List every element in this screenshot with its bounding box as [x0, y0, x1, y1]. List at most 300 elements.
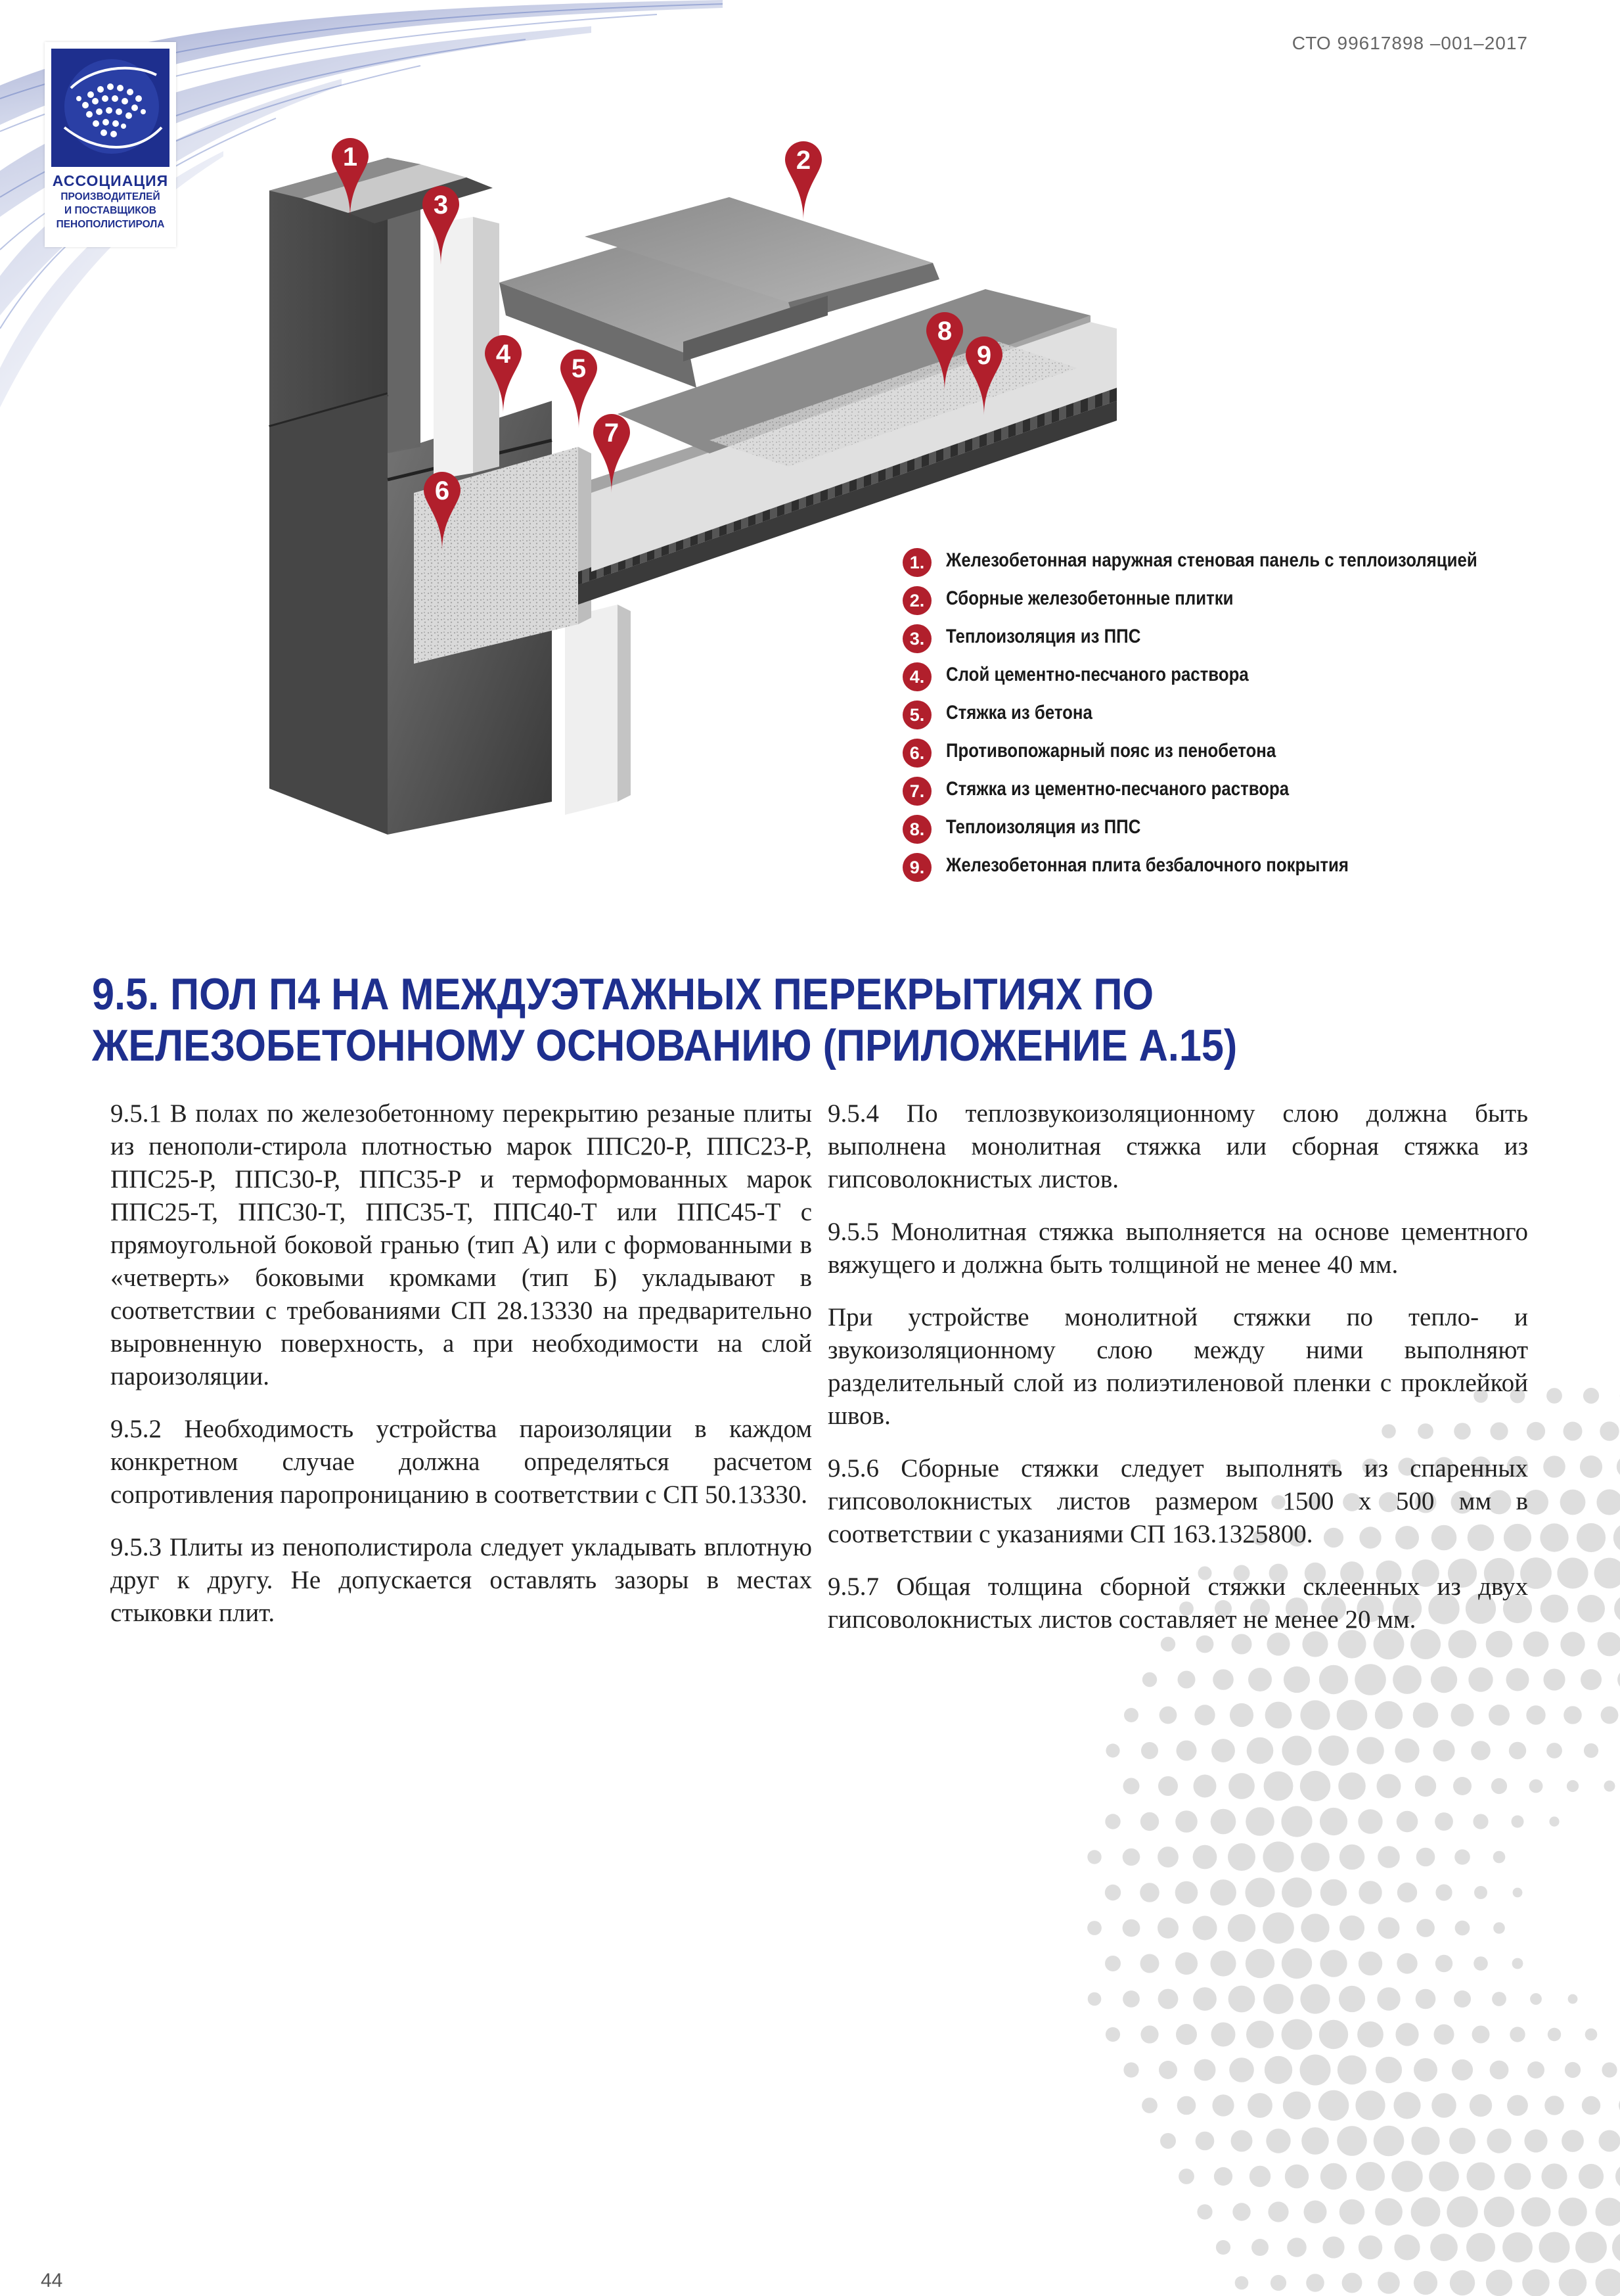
decorative-dot — [1160, 2133, 1176, 2149]
decorative-dot — [1088, 1992, 1102, 2006]
decorative-dot — [1415, 1776, 1436, 1797]
decorative-dot — [1435, 1884, 1452, 1900]
decorative-dot — [1527, 1422, 1545, 1440]
decorative-dot — [1159, 1707, 1177, 1724]
decorative-dot — [1585, 2029, 1598, 2041]
document-code: СТО 99617898 –001–2017 — [1292, 33, 1528, 53]
decorative-dot — [1601, 1707, 1619, 1724]
decorative-dot — [1487, 2128, 1511, 2153]
decorative-dot — [1229, 2057, 1254, 2082]
decorative-dot — [1486, 2270, 1512, 2296]
decorative-dot — [1300, 1771, 1330, 1801]
decorative-dot — [1231, 2130, 1253, 2152]
association-logo — [45, 42, 176, 247]
legend-item — [903, 584, 1599, 622]
legend-number-badge: 8. — [903, 815, 932, 844]
decorative-dot — [1281, 1806, 1312, 1837]
decorative-dot — [1210, 1950, 1236, 1976]
decorative-dot — [1232, 2203, 1250, 2220]
legend-label: Теплоизоляция из ППС — [946, 816, 1141, 838]
legend-label: Железобетонная плита безбалочного покрытия — [946, 854, 1349, 876]
decorative-dot — [1431, 2093, 1456, 2118]
decorative-dot — [1429, 2161, 1459, 2192]
decorative-dot — [1338, 1772, 1366, 1800]
marker-2: 2 — [796, 146, 811, 175]
decorative-dot — [1175, 1952, 1198, 1975]
paragraph-9-5-4: 9.5.4 По теплозвукоизоляционному слою должна быть выполнена монолитная стяжка или сборная стяжка из гипсоволокнистых листов. — [828, 1099, 1528, 1193]
decorative-dot — [1504, 2163, 1531, 2190]
legend-item — [903, 812, 1599, 850]
legend-label: Стяжка из бетона — [946, 702, 1092, 723]
decorative-dot — [1565, 2062, 1581, 2078]
decorative-dot — [1582, 2096, 1600, 2115]
decorative-dot — [1318, 1735, 1349, 1766]
decorative-dot — [1414, 2058, 1437, 2082]
decorative-dot — [1251, 2239, 1269, 2256]
decorative-dot — [1216, 2240, 1230, 2255]
decorative-dot — [1337, 2126, 1367, 2156]
decorative-dot — [1140, 1954, 1159, 1973]
decorative-dot — [1375, 1701, 1403, 1729]
decorative-dot — [1246, 1807, 1274, 1836]
decorative-dot — [1359, 1881, 1382, 1904]
decorative-dot — [1342, 2273, 1362, 2293]
decorative-dot — [1287, 2238, 1307, 2257]
decorative-dot — [1176, 2024, 1197, 2045]
decorative-dot — [1594, 1558, 1620, 1589]
paragraph-9-5-6: 9.5.6 Сборные стяжки следует выполнять из спаренных гипсоволокнистых листов размером 1500 х 500 мм в соответствии с указаниями СП 163.1325800. — [828, 1454, 1528, 1548]
legend-item — [903, 660, 1599, 698]
decorative-dot — [1560, 1632, 1585, 1656]
decorative-dot — [1197, 2204, 1212, 2219]
legend-item — [903, 850, 1599, 888]
legend-label: Стяжка из цементно-песчаного раствора — [946, 778, 1290, 800]
decorative-dot — [1268, 2201, 1288, 2222]
decorative-dot — [1358, 1809, 1382, 1833]
decorative-dot — [1339, 2199, 1365, 2225]
logo-text — [47, 172, 173, 231]
legend-label: Противопожарный пояс из пенобетона — [946, 740, 1276, 762]
marker-7: 7 — [604, 419, 619, 448]
decorative-dot — [1246, 1878, 1275, 1908]
decorative-dot — [1263, 1841, 1294, 1872]
decorative-dot — [1228, 1843, 1255, 1871]
decorative-dot — [1604, 1781, 1615, 1792]
decorative-dot — [1584, 1743, 1598, 1758]
decorative-dot — [1567, 1780, 1579, 1792]
logo-line2: ПРОИЗВОДИТЕЛЕЙ — [60, 191, 160, 202]
decorative-dot — [1300, 1700, 1330, 1730]
decorative-dot — [1544, 2096, 1564, 2115]
legend-label: Сборные железобетонные плитки — [946, 587, 1234, 609]
decorative-dot — [1193, 1987, 1217, 2011]
decorative-dot — [1246, 2021, 1274, 2048]
decorative-dot — [1177, 2096, 1196, 2115]
decorative-dot — [1502, 2232, 1533, 2262]
paragraph-9-5-7: 9.5.7 Общая толщина сборной стяжки склеенных из двух гипсоволокнистых листов составляет не менее 20 мм. — [828, 1573, 1528, 1634]
decorative-dot — [1451, 1704, 1474, 1727]
decorative-dot — [1271, 2275, 1286, 2291]
decorative-dot — [1449, 2128, 1475, 2154]
decorative-dot — [1319, 2020, 1348, 2049]
decorative-dot — [1522, 2269, 1550, 2296]
decorative-dot — [1306, 2274, 1324, 2292]
decorative-dot — [1454, 1990, 1471, 2008]
paragraph-9-5-5: 9.5.5 Монолитная стяжка выполняется на основе цементного вяжущего и должна быть толщиной не менее 40 мм. — [828, 1218, 1528, 1279]
decorative-dot — [1397, 1883, 1417, 1902]
decorative-dot — [1393, 2092, 1420, 2119]
decorative-dot — [1210, 1879, 1236, 1906]
decorative-dot — [1416, 1919, 1435, 1937]
decorative-dot — [1320, 1879, 1347, 1906]
decorative-dot — [1320, 1808, 1347, 1835]
decorative-dot — [1539, 2232, 1570, 2263]
legend-number-badge: 2. — [903, 586, 932, 615]
decorative-dot — [1612, 2232, 1620, 2263]
decorative-dot — [1507, 2095, 1528, 2116]
decorative-dot — [1339, 1845, 1365, 1870]
decorative-dot — [1493, 1851, 1506, 1864]
decorative-dot — [1529, 1779, 1543, 1793]
decorative-dot — [1596, 1489, 1620, 1515]
legend-number-badge: 1. — [903, 548, 932, 577]
decorative-dot — [1377, 1774, 1401, 1799]
legend-number-badge: 7. — [903, 777, 932, 806]
decorative-dot — [1247, 1737, 1274, 1764]
decorative-dot — [1557, 1557, 1588, 1588]
decorative-dot — [1235, 2276, 1249, 2290]
logo-line1: АССОЦИАЦИЯ — [52, 172, 169, 189]
decorative-dot — [1512, 1816, 1524, 1828]
decorative-dot — [1450, 2270, 1475, 2295]
decorative-dot — [1580, 1456, 1602, 1478]
decorative-dot — [1175, 1810, 1198, 1833]
decorative-dot — [1577, 1595, 1605, 1622]
decorative-dot — [1266, 2128, 1290, 2153]
decorative-dot — [1123, 1990, 1140, 2008]
decorative-dot — [1395, 2023, 1418, 2046]
decorative-dot — [1454, 1849, 1470, 1865]
decorative-dot — [1473, 1814, 1488, 1829]
decorative-dot — [1265, 1702, 1292, 1729]
decorative-dot — [1359, 1952, 1382, 1975]
decorative-dot — [1541, 2163, 1567, 2189]
decorative-dot — [1087, 1921, 1102, 1935]
decorative-dot — [1263, 1984, 1294, 2014]
decorative-dot — [1285, 2165, 1309, 2188]
section-title-line1: 9.5. ПОЛ П4 НА МЕЖДУЭТАЖНЫХ ПЕРЕКРЫТИЯХ ПО — [92, 969, 1154, 1019]
decorative-dot — [1513, 1888, 1523, 1898]
decorative-dot — [1282, 1948, 1312, 1979]
decorative-dot — [1211, 1809, 1236, 1835]
decorative-dot — [1613, 1523, 1620, 1552]
decorative-dot — [1123, 2062, 1138, 2077]
decorative-dot — [1300, 1984, 1330, 2013]
left-text-column — [110, 1097, 812, 1649]
decorative-dot — [1559, 2269, 1587, 2296]
decorative-dot — [1455, 1921, 1470, 1936]
decorative-dot — [1194, 1705, 1215, 1725]
decorative-dot — [1141, 1742, 1158, 1759]
decorative-dot — [1378, 1917, 1400, 1939]
section-title — [92, 969, 1524, 1071]
decorative-dot — [1178, 1671, 1196, 1689]
decorative-dot — [1140, 2025, 1158, 2043]
decorative-dot — [1301, 2127, 1329, 2155]
decorative-dot — [1301, 1914, 1329, 1942]
decorative-dot — [1282, 1735, 1311, 1765]
decorative-dot — [1598, 1632, 1620, 1657]
marker-1: 1 — [342, 143, 358, 172]
decorative-dot — [1213, 1669, 1234, 1690]
decorative-dot — [1158, 1989, 1179, 2009]
decorative-dot — [1564, 1422, 1583, 1441]
marker-6: 6 — [434, 476, 450, 505]
decorative-dot — [1140, 1812, 1159, 1831]
decorative-dot — [1192, 1916, 1217, 1940]
decorative-dot — [1433, 1739, 1454, 1761]
decorative-dot — [1106, 2027, 1120, 2042]
decorative-dot — [1319, 1665, 1348, 1694]
decorative-dot — [1248, 1668, 1272, 1691]
legend-number-badge: 6. — [903, 739, 932, 768]
decorative-dot — [1374, 2126, 1405, 2157]
decorative-dot — [1509, 1742, 1526, 1759]
decorative-dot — [1411, 2197, 1441, 2227]
marker-9: 9 — [976, 341, 992, 370]
decorative-dot — [1541, 1595, 1569, 1623]
decorative-dot — [1355, 2090, 1385, 2120]
legend-item — [903, 698, 1599, 736]
decorative-dot — [1543, 1668, 1565, 1690]
decorative-dot — [1105, 1814, 1120, 1829]
decorative-dot — [1484, 2197, 1514, 2227]
decorative-dot — [1377, 1987, 1400, 2010]
decorative-dot — [1615, 2164, 1620, 2189]
legend-item — [903, 774, 1599, 812]
decorative-dot — [1467, 2163, 1495, 2191]
decorative-dot — [1546, 1743, 1562, 1758]
decorative-dot — [1158, 1847, 1179, 1868]
decorative-dot — [1549, 1816, 1559, 1826]
decorative-dot — [1430, 2234, 1458, 2261]
legend-number-badge: 9. — [903, 853, 932, 882]
legend-item — [903, 736, 1599, 774]
legend-label: Железобетонная наружная стеновая панель с теплоизоляцией — [946, 549, 1477, 571]
decorative-dot — [1301, 1843, 1330, 1871]
legend-number-badge: 3. — [903, 624, 932, 653]
decorative-dot — [1602, 2062, 1617, 2077]
decorative-dot — [1596, 2198, 1620, 2226]
decorative-dot — [1339, 1916, 1364, 1940]
decorative-dot — [1356, 2162, 1385, 2191]
decorative-dot — [1123, 1848, 1140, 1866]
decorative-dot — [1142, 2098, 1158, 2113]
decorative-dot — [1194, 2059, 1216, 2081]
legend-label: Теплоизоляция из ППС — [946, 626, 1141, 647]
decorative-dot — [1304, 2201, 1327, 2224]
marker-8: 8 — [937, 317, 953, 346]
decorative-dot — [1087, 1850, 1101, 1864]
decorative-dot — [1376, 2057, 1402, 2083]
decorative-dot — [1228, 1773, 1255, 1799]
decorative-dot — [1540, 1523, 1568, 1551]
decorative-dot — [1416, 1989, 1436, 2009]
decorative-dot — [1568, 1994, 1578, 2004]
decorative-dot — [1142, 1672, 1157, 1687]
decorative-dot — [1123, 1919, 1140, 1937]
marker-4: 4 — [495, 340, 511, 369]
decorative-dot — [1431, 1666, 1457, 1693]
decorative-dot — [1452, 2059, 1473, 2080]
decorative-dot — [1510, 2027, 1525, 2042]
decorative-dot — [1491, 1778, 1507, 1794]
decorative-dot — [1414, 2271, 1437, 2295]
decorative-dot — [1506, 1668, 1529, 1691]
decorative-dot — [1300, 2055, 1331, 2086]
decorative-dot — [1530, 1993, 1542, 2005]
decorative-dot — [1265, 2056, 1292, 2084]
decorative-dot — [1338, 2055, 1366, 2084]
decorative-dot — [1548, 2028, 1561, 2041]
logo-line4: ПЕНОПОЛИСТИРОЛА — [56, 219, 165, 230]
decorative-dot — [1472, 2026, 1490, 2044]
decorative-dot — [1193, 1845, 1217, 1870]
decorative-dot — [1512, 1958, 1523, 1969]
right-text-column — [828, 1097, 1528, 1656]
paragraph-9-5-2: 9.5.2 Необходимость устройства пароизоляции в каждом конкретном случае должна определяться расчетом сопротивления паропроницанию в соответствии с СП 50.13330. — [110, 1415, 812, 1509]
decorative-dot — [1526, 1705, 1545, 1724]
decorative-dot — [1124, 1708, 1138, 1722]
decorative-dot — [1524, 2129, 1547, 2152]
decorative-dot — [1158, 1917, 1179, 1939]
paragraph-separation-layer: При устройстве монолитной стяжки по тепло- и звукоизоляционному слою между ними выполняют разделительный слой из полиэтиленовой пленки с проклейкой швов. — [828, 1303, 1528, 1430]
decorative-dot — [1378, 2272, 1400, 2294]
decorative-dot — [1471, 1741, 1491, 1760]
decorative-dot — [1489, 1705, 1510, 1726]
paragraph-9-5-3: 9.5.3 Плиты из пенополистирола следует укладывать вплотную друг к другу. Не допускается оставлять зазоры в местах стыковки плит. — [110, 1533, 812, 1627]
decorative-dot — [1337, 1700, 1368, 1731]
marker-5: 5 — [571, 354, 587, 383]
decorative-dot — [1596, 2269, 1620, 2296]
decorative-dot — [1357, 2021, 1384, 2048]
decorative-dot — [1493, 1922, 1505, 1934]
decorative-dot — [1562, 2130, 1584, 2152]
decorative-dot — [1617, 1669, 1620, 1690]
legend-item — [903, 622, 1599, 660]
decorative-dot — [1447, 2196, 1477, 2227]
decorative-dot — [1264, 1772, 1294, 1801]
decorative-dot — [1177, 1741, 1197, 1761]
decorative-dot — [1453, 1777, 1472, 1795]
decorative-dot — [1521, 2197, 1551, 2227]
decorative-dot — [1560, 1490, 1586, 1515]
decorative-dot — [1416, 1848, 1435, 1867]
decorative-dot — [1159, 2061, 1177, 2079]
decorative-dot — [1246, 1949, 1274, 1978]
legend-label: Слой цементно-песчаного раствора — [946, 664, 1249, 685]
decorative-dot — [1228, 1914, 1255, 1942]
decorative-dot — [1413, 1703, 1439, 1728]
decorative-dot — [1490, 2061, 1509, 2080]
decorative-dot — [1558, 2197, 1587, 2226]
decorative-dot — [1543, 1456, 1565, 1478]
decorative-dot — [1492, 1992, 1506, 2006]
decorative-dot — [1435, 1955, 1452, 1972]
decorative-dot — [1411, 2126, 1439, 2155]
section-title-line2: ЖЕЛЕЗОБЕТОННОМУ ОСНОВАНИЮ (ПРИЛОЖЕНИЕ А.15) — [92, 1021, 1238, 1070]
decorative-dot — [1527, 2061, 1544, 2078]
decorative-dot — [1397, 1811, 1418, 1833]
decorative-dot — [1397, 1953, 1417, 1973]
decorative-dot — [1434, 2025, 1454, 2045]
decorative-dot — [1282, 2019, 1313, 2050]
decorative-dot — [1394, 2234, 1420, 2260]
decorative-dot — [1470, 2094, 1492, 2117]
decorative-dot — [1320, 2163, 1347, 2190]
decorative-dot — [1378, 1846, 1400, 1868]
decorative-dot — [1600, 1421, 1619, 1440]
legend-number-badge: 4. — [903, 662, 932, 691]
decorative-dot — [1211, 1739, 1235, 1762]
decorative-dot — [1466, 2233, 1495, 2262]
decorative-dot — [1248, 2093, 1272, 2118]
page-number: 44 — [41, 2270, 63, 2291]
decorative-dot — [1355, 1664, 1386, 1695]
decorative-dot — [1196, 2132, 1215, 2151]
paragraph-9-5-1: 9.5.1 В полах по железобетонному перекрытию резаные плиты из пенополи-стирола плотностью марок ППС20-Р, ППС23-Р, ППС25-Р, ППС30-Р, ППС35-Р и термоформованных марок ППС25-Т, ППС30-Т, ППС35-Т, ППС40-Т или ППС45-Т с прямоугольной боковой гранью (тип А) или с формованными в «четверть» боковыми кромками (тип Б) укладывают в соответствии с требованиями СП 28.13330 на предварительно выровненную поверхность, а при необходимости на слой пароизоляции. — [110, 1099, 812, 1390]
decorative-dot — [1318, 2090, 1349, 2121]
decorative-dot — [1395, 1738, 1419, 1762]
decorative-dot — [1320, 1950, 1347, 1977]
decorative-dot — [1123, 1778, 1140, 1795]
decorative-dot — [1468, 1667, 1493, 1691]
decorative-dot — [1435, 1812, 1453, 1831]
decorative-dot — [1575, 2232, 1607, 2263]
figure-legend — [903, 545, 1599, 888]
decorative-dot — [1179, 2169, 1194, 2184]
decorative-dot — [1194, 1775, 1217, 1798]
decorative-dot — [1284, 1666, 1310, 1693]
legend-item — [903, 545, 1599, 584]
decorative-dot — [1577, 1523, 1606, 1552]
decorative-dot — [1283, 2092, 1311, 2119]
decorative-dot — [1474, 1956, 1488, 1971]
legend-number-badge: 5. — [903, 700, 932, 729]
marker-3: 3 — [433, 191, 449, 219]
decorative-dot — [1339, 1986, 1365, 2012]
decorative-dot — [1228, 1986, 1255, 2013]
decorative-dot — [1375, 2198, 1403, 2226]
decorative-dot — [1617, 1456, 1620, 1478]
decorative-dot — [1158, 1776, 1178, 1796]
decorative-dot — [1175, 1881, 1198, 1904]
decorative-dot — [1212, 2094, 1234, 2116]
decorative-dot — [1230, 1703, 1253, 1727]
decorative-dot — [1581, 1669, 1602, 1690]
decorative-dot — [1474, 1886, 1487, 1899]
decorative-dot — [1214, 2167, 1232, 2186]
decorative-dot — [1249, 2166, 1271, 2187]
decorative-dot — [1322, 2236, 1344, 2258]
decorative-dot — [1614, 1595, 1620, 1622]
decorative-dot — [1282, 1877, 1312, 1908]
decorative-dot — [1211, 2023, 1236, 2047]
decorative-dot — [1579, 2164, 1604, 2189]
decorative-dot — [1599, 2130, 1620, 2152]
logo-line3: И ПОСТАВЩИКОВ — [64, 205, 156, 216]
decorative-dot — [1106, 1743, 1119, 1757]
